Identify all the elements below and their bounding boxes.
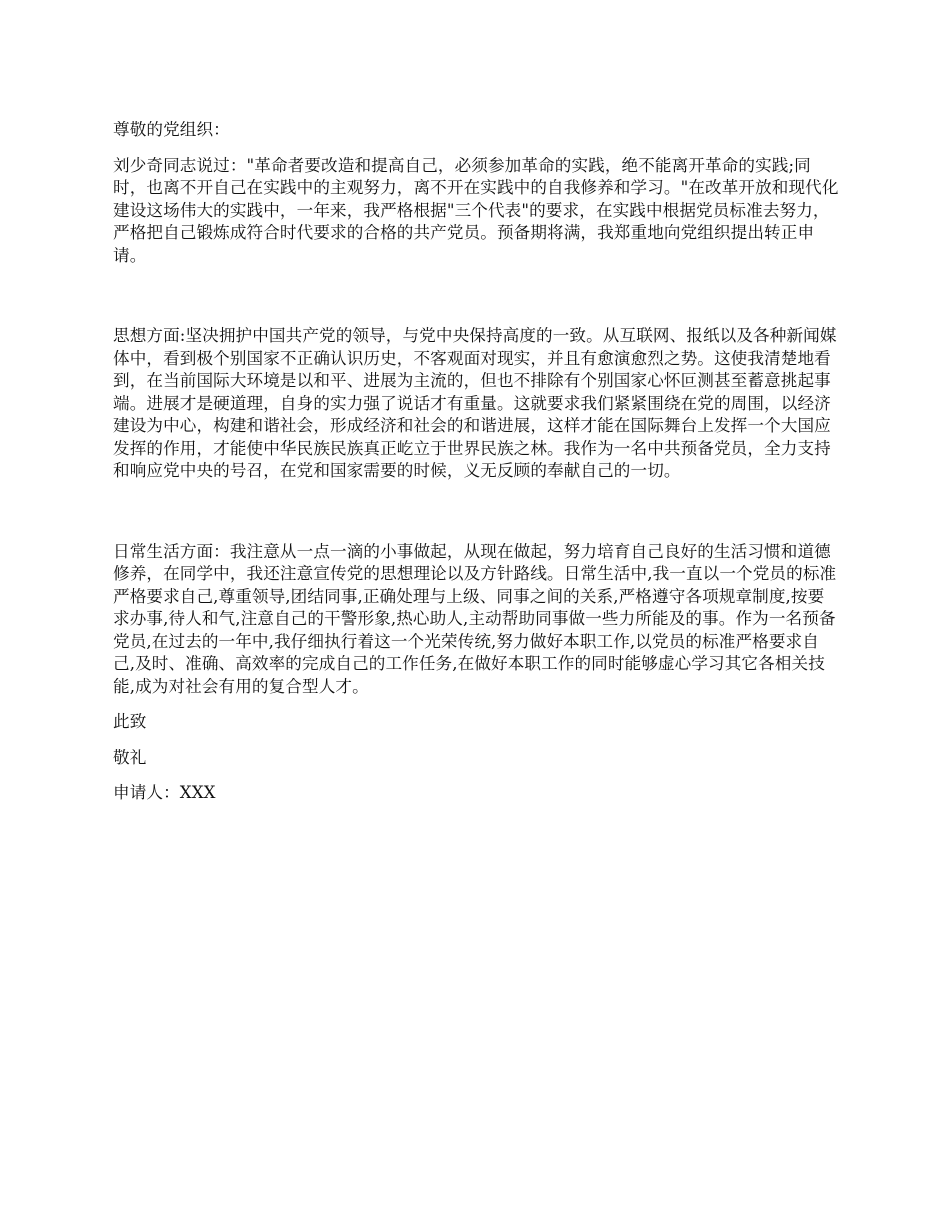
paragraph-intro: 刘少奇同志说过："革命者要改造和提高自己，必须参加革命的实践，绝不能离开革命的实践;同时，也离不开自己在实践中的主观努力，离不开在实践中的自我修养和学习。"在改革开放和现代化建设这场伟大的实践中，一年来，我严格根据"三个代表"的要求，在实践中根据党员标准去努力，严格把自己锻炼成符合时代要求的合格的共产党员。预备期将满，我郑重地向党组织提出转正申请。 bbox=[113, 155, 839, 265]
letter-body bbox=[113, 119, 840, 805]
closing-jingli: 敬礼 bbox=[113, 747, 147, 767]
paragraph-ideology: 思想方面:坚决拥护中国共产党的领导，与党中央保持高度的一致。从互联网、报纸以及各种新闻媒体中，看到极个别国家不正确认识历史，不客观面对现实，并且有愈演愈烈之势。这使我清楚地看到，在当前国际大环境是以和平、进展为主流的，但也不排除有个别国家心怀叵测甚至蓄意挑起事端。进展才是硬道理，自身的实力强了说话才有重量。这就要求我们紧紧围绕在党的周围，以经济建设为中心，构建和谐社会，形成经济和社会的和谐进展，这样才能在国际舞台上发挥一个大国应发挥的作用，才能使中华民族民族真正屹立于世界民族之林。我作为一名中共预备党员，全力支持和响应党中央的号召，在党和国家需要的时候，义无反顾的奉献自己的一切。 bbox=[113, 326, 837, 480]
signature: 申请人：XXX bbox=[113, 783, 216, 802]
paragraph-daily-life: 日常生活方面：我注意从一点一滴的小事做起，从现在做起，努力培育自己良好的生活习惯和道德修养，在同学中，我还注意宣传党的思想理论以及方针路线。日常生活中,我一直以一个党员的标准严格要求自己,尊重领导,团结同事,正确处理与上级、同事之间的关系,严格遵守各项规章制度,按要求办事,待人和气,注意自己的干警形象,热心助人,主动帮助同事做一些力所能及的事。作为一名预备党员,在过去的一年中,我仔细执行着这一个光荣传统,努力做好本职工作,以党员的标准严格要求自己,及时、准确、高效率的完成自己的工作任务,在做好本职工作的同时能够虚心学习其它各相关技能,成为对社会有用的复合型人才。 bbox=[113, 541, 837, 696]
closing-cizhi: 此致 bbox=[113, 712, 147, 731]
salutation: 尊敬的党组织： bbox=[113, 120, 230, 139]
